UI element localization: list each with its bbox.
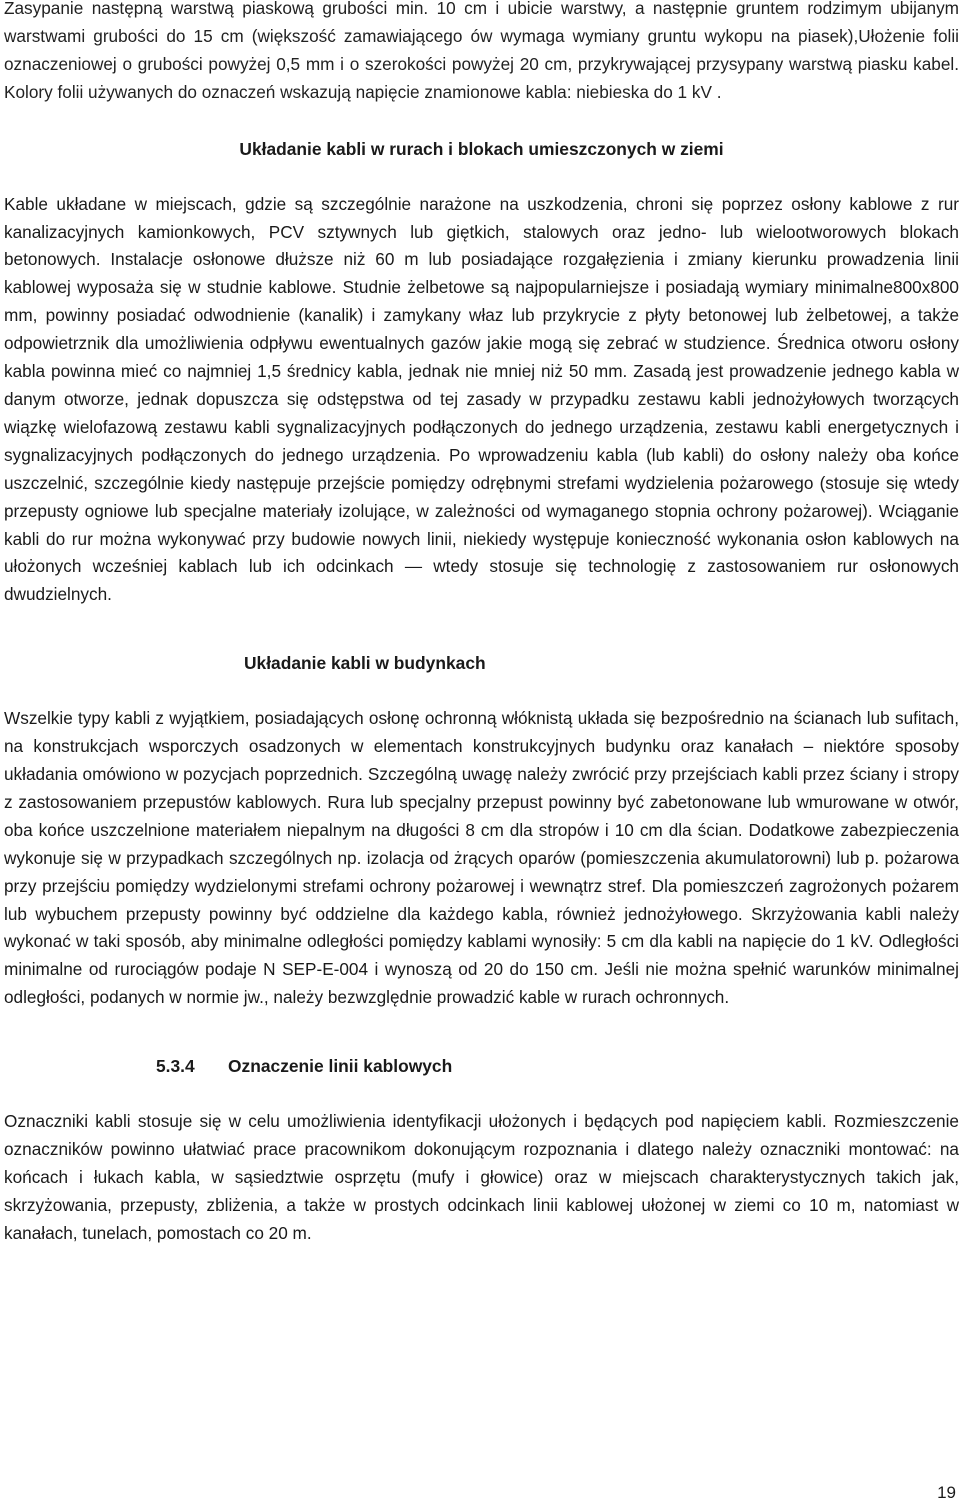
page-number: 19 (937, 1483, 956, 1502)
section-number: 5.3.4 (156, 1056, 195, 1077)
section-heading-cables-in-buildings: Układanie kabli w budynkach (244, 653, 486, 674)
section-title: Oznaczenie linii kablowych (228, 1056, 453, 1077)
section-heading-cables-in-pipes: Układanie kabli w rurach i blokach umieszczonych w ziemi (239, 138, 724, 159)
section-heading-cable-marking (4, 1052, 959, 1080)
section-body-cable-marking: Oznaczniki kabli stosuje się w celu umożliwienia identyfikacji ułożonych i będących pod napięciem kabli. Rozmieszczenie oznaczników powinno ułatwiać prace pracownikom dokonującym rozpoznania i dlatego należy oznaczniki montować: na końcach i łukach kabla, w sąsiedztwie osprzętu (mufy i głowice) oraz w miejscach charakterystycznych takich jak, skrzyżowania, przepusty, zbliżenia, a także w prostych odcinkach linii kablowej ułożonej w ziemi co 10 m, natomiast w kanałach, tunelach, pomostach co 20 m. (4, 1111, 959, 1243)
section-body-cables-in-pipes: Kable układane w miejscach, gdzie są szczególnie narażone na uszkodzenia, chroni się poprzez osłony kablowe z rur kanalizacyjnych kamionkowych, PCV sztywnych lub giętkich, stalowych oraz jedno- lub wielootworowych blokach betonowych. Instalacje osłonowe dłuższe niż 60 m lub posiadające rozgałęzienia i zmiany kierunku prowadzenia linii kablowej wyposaża się w studnie kablowe. Studnie żelbetowe są najpopularniejsze i posiadają wymiary minimalne800x800 mm, powinny posiadać odwodnienie (kanalik) i zamykany właz lub przykrycie z płyty betonowej lub żelbetowej, a także odpowietrznik dla umożliwienia odpływu ewentualnych gazów jakie mogą się zebrać w studzience. Średnica otworu osłony kabla powinna mieć co najmniej 1,5 średnicy kabla, jednak nie mniej niż 50 mm. Zasadą jest prowadzenie jednego kabla w danym otworze, jednak dopuszcza się odstępstwa od tej zasady w przypadku zestawu kabli jednożyłowych tworzących wiązkę wielofazową zestawu kabli sygnalizacyjnych podłączonych do jednego urządzenia, zestawu kabli energetycznych i sygnalizacyjnych podłączonych do jednego urządzenia. Po wprowadzeniu kabla (lub kabli) do osłony należy oba końce uszczelnić, szczególnie kiedy następuje przejście pomiędzy odrębnymi strefami wydzielenia pożarowego (stosuje się wtedy przepusty ogniowe lub specjalne materiały izolujące, w zależności od wymaganego stopnia ochrony pożarowej). Wciąganie kabli do rur można wykonywać przy budowie nowych linii, niekiedy występuje konieczność wykonania osłon kablowych na ułożonych wcześniej kablach lub ich odcinkach — wtedy stosuje się technologię z zastosowaniem rur osłonowych dwudzielnych. (4, 193, 959, 605)
section-body-cables-in-buildings: Wszelkie typy kabli z wyjątkiem, posiadających osłonę ochronną włóknistą układa się bezpośrednio na ścianach lub sufitach, na konstrukcjach wsporczych osadzonych w elementach konstrukcyjnych budynku oraz kanałach – niektóre sposoby układania omówiono w pozycjach poprzednich. Szczególną uwagę należy zwrócić przy przejściach kabli przez ściany i stropy z zastosowaniem przepustów kablowych. Rura lub specjalny przepust powinny być zabetonowane lub wmurowane w otwór, oba końce uszczelnione materiałem niepalnym na długości 8 cm dla stropów i 10 cm dla ścian. Dodatkowe zabezpieczenia wykonuje się w przypadkach szczególnych np. izolacja od żrących oparów (pomieszczenia akumulatorowni) lub p. pożarowa przy przejściu pomiędzy wydzielonymi strefami ochrony pożarowej i wewnątrz stref. Dla pomieszczeń zagrożonych pożarem lub wybuchem przepusty powinny być oddzielne dla każdego kabla, również jednożyłowego. Skrzyżowania kabli należy wykonać w taki sposób, aby minimalne odległości pomiędzy kablami wynosiły: 5 cm dla kabli na napięcie do 1 kV. Odległości minimalne od rurociągów podaje N SEP-E-004 i wynoszą od 20 do 150 cm. Jeśli nie można spełnić warunków minimalnej odległości, podanych w normie jw., należy bezwzględnie prowadzić kable w rurach ochronnych. (4, 708, 959, 1008)
document-page (4, 0, 959, 1248)
intro-paragraph: Zasypanie następną warstwą piaskową grubości min. 10 cm i ubicie warstwy, a następnie gruntem rodzimym ubijanym warstwami grubości do 15 cm (większość zamawiającego ów wymaga wymiany gruntu wykopu na piasek),Ułożenie folii oznaczeniowej o grubości powyżej 0,5 mm i o szerokości powyżej 20 cm, przykrywającej przysypany warstwą piasku kabel. Kolory folii używanych do oznaczeń wskazują napięcie znamionowe kabla: niebieska do 1 kV . (4, 0, 959, 102)
